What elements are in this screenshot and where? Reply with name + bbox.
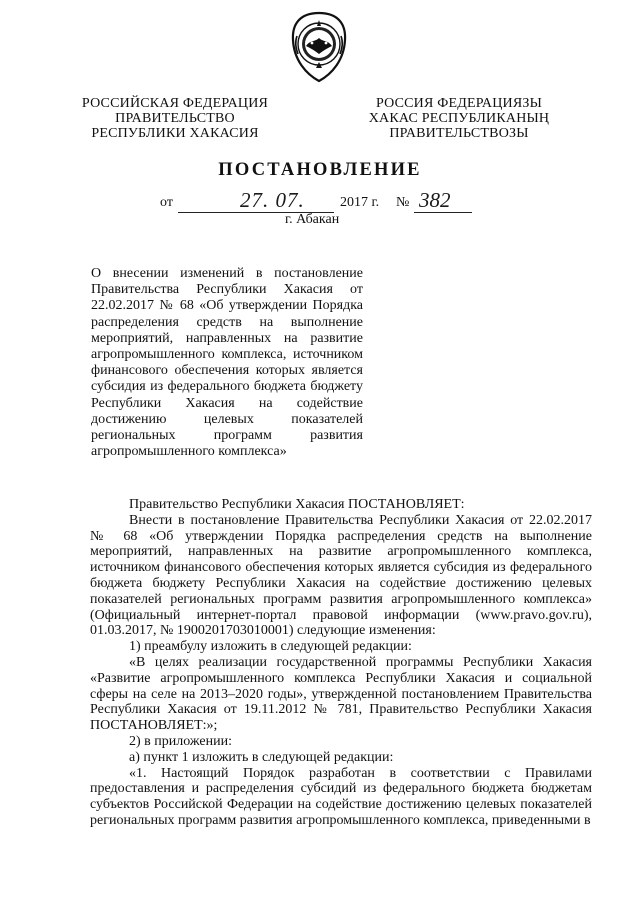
- body-text: [90, 497, 592, 829]
- body-paragraph: «В целях реализации государственной программы Республики Хакасия «Развитие агропромышленного комплекса Республики Хакасия и социальной сферы на селе на 2013–2020 годы», утвержденной постановлением Правительства Республики Хакасия от 19.11.2012 № 781, Правительство Республики Хакасия ПОСТАНОВЛЯЕТ:»;: [90, 654, 592, 734]
- header-right-line: ПРАВИТЕЛЬСТВОЗЫ: [389, 126, 529, 141]
- header-left-line: РОССИЙСКАЯ ФЕДЕРАЦИЯ: [81, 96, 269, 111]
- header-right-line: РОССИЯ ФЕДЕРАЦИЯЗЫ: [375, 96, 543, 111]
- body-paragraph: а) пункт 1 изложить в следующей редакции:: [129, 749, 394, 765]
- header-left-line: РЕСПУБЛИКИ ХАКАСИЯ: [91, 126, 259, 141]
- date-year: 2017 г.: [340, 195, 380, 210]
- body-paragraph: «1. Настоящий Порядок разработан в соответствии с Правилами предоставления и распределения субсидий из федерального бюджета бюджетам субъектов Российской Федерации на содействие достижению целевых показателей региональных программ развития агропромышленного комплекса, приведенными в: [90, 765, 592, 828]
- number-label: №: [396, 195, 410, 210]
- date-prefix: от: [160, 195, 173, 210]
- header-left-line: ПРАВИТЕЛЬСТВО: [115, 111, 235, 126]
- body-paragraph: 1) преамбулу изложить в следующей редакции:: [129, 639, 412, 655]
- body-paragraph: Внести в постановление Правительства Республики Хакасия от 22.02.2017 № 68 «Об утверждении Порядка распределения средств на выполнение мероприятий, направленных на развитие агропромышленного комплекса, источником финансового обеспечения которых является субсидия из федерального бюджета бюджету Республики Хакасия на содействие достижению целевых показателей региональных программ развития агропромышленного комплекса» (Официальный интернет-портал правовой информации (www.pravo.gov.ru), 01.03.2017, № 1900201703010001) следующие изменения:: [90, 512, 592, 639]
- body-paragraph: 2) в приложении:: [129, 733, 232, 749]
- body-paragraph: Правительство Республики Хакасия ПОСТАНОВЛЯЕТ:: [129, 497, 465, 512]
- city: г. Абакан: [285, 212, 340, 227]
- number-handwritten: 382: [419, 188, 451, 212]
- header-left: [70, 96, 280, 141]
- subject-block: О внесении изменений в постановление Правительства Республики Хакасия от 22.02.2017 № 68 «Об утверждении Порядка распределения средств на выполнение мероприятий, направленных на развитие агропромышленного комплекса, источником финансового обеспечения которых является субсидия из федерального бюджета бюджету Республики Хакасия на содействие достижению целевых показателей региональных программ развития агропромышленного комплекса»: [91, 266, 363, 460]
- header-right-line: ХАКАС РЕСПУБЛИКАНЫҢ: [368, 111, 550, 126]
- khakassia-coat-of-arms-icon: [288, 10, 350, 84]
- document-title: ПОСТАНОВЛЕНИЕ: [218, 160, 422, 180]
- header-right: [348, 96, 570, 141]
- date-handwritten: 27. 07.: [240, 188, 305, 212]
